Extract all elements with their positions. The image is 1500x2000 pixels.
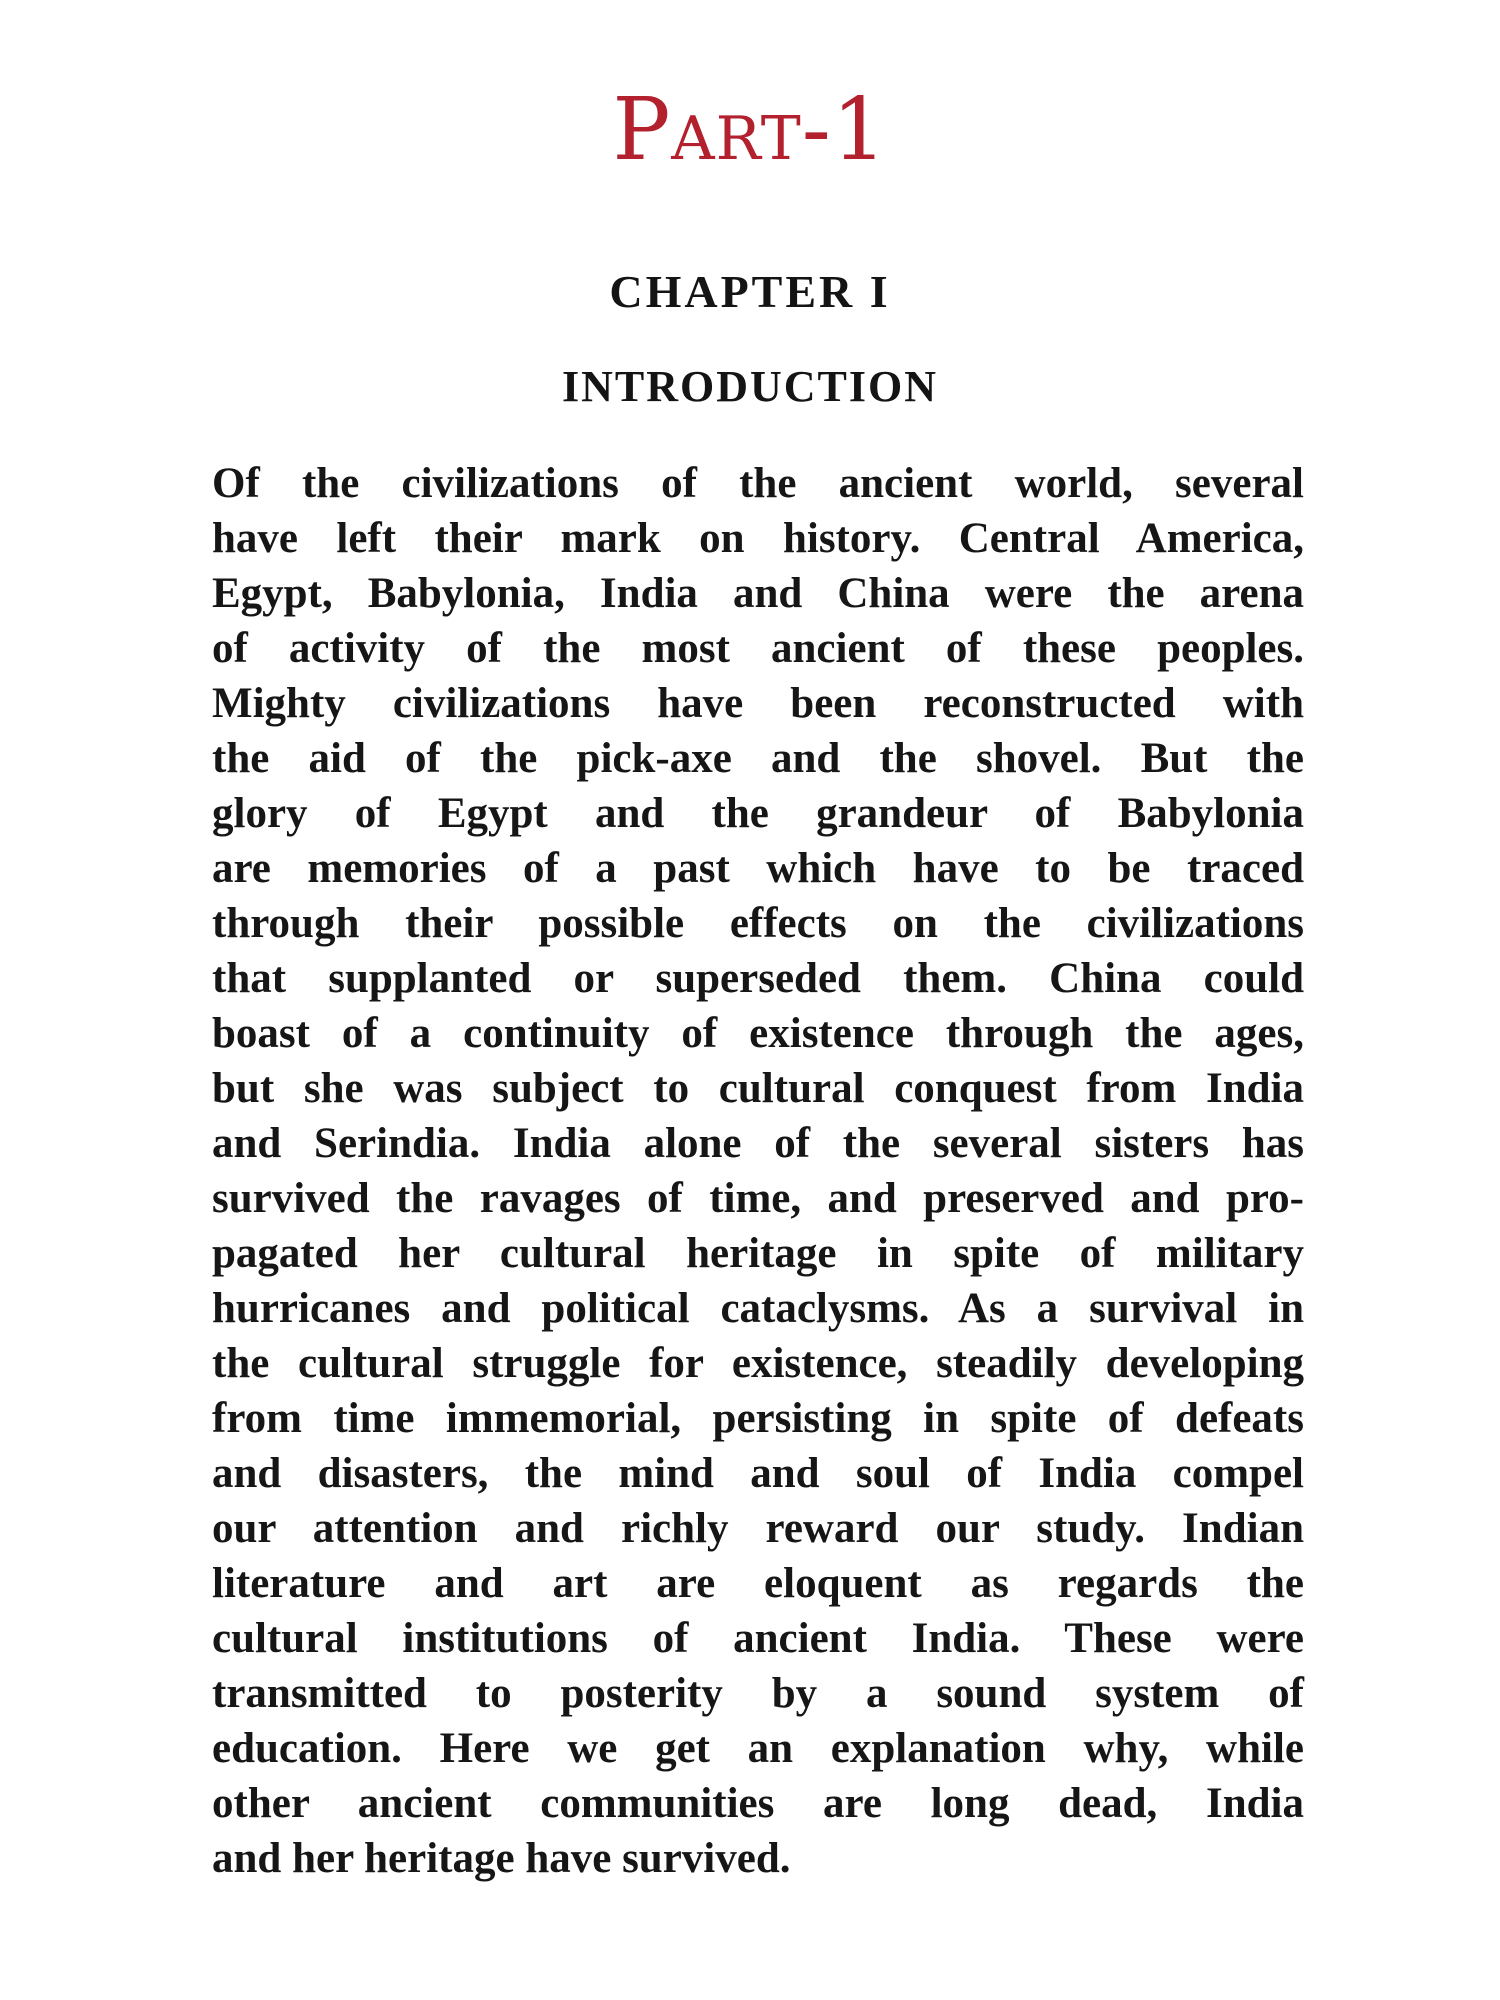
paragraph-line: from time immemorial, persisting in spite of defeats <box>212 1395 1304 1442</box>
paragraph-line: through their possible effects on the civilizations <box>212 900 1304 947</box>
paragraph-line: survived the ravages of time, and preserved and pro- <box>212 1175 1304 1222</box>
paragraph-line: that supplanted or superseded them. China could <box>212 955 1304 1002</box>
paragraph-line: are memories of a past which have to be traced <box>212 845 1304 892</box>
paragraph-line: Egypt, Babylonia, India and China were the arena <box>212 570 1304 617</box>
paragraph-line: Mighty civilizations have been reconstructed with <box>212 680 1304 727</box>
paragraph-line: pagated her cultural heritage in spite of military <box>212 1230 1304 1277</box>
paragraph-line: hurricanes and political cataclysms. As a survival in <box>212 1285 1304 1332</box>
paragraph-line: of activity of the most ancient of these peoples. <box>212 625 1304 672</box>
paragraph-line: literature and art are eloquent as regards the <box>212 1560 1304 1607</box>
paragraph-line: transmitted to posterity by a sound system of <box>212 1670 1304 1717</box>
paragraph-line: cultural institutions of ancient India. These were <box>212 1615 1304 1662</box>
section-heading: INTRODUCTION <box>561 362 939 411</box>
chapter-heading: CHAPTER I <box>609 266 891 317</box>
paragraph-line: the aid of the pick-axe and the shovel. But the <box>212 735 1304 782</box>
paragraph-line: our attention and richly reward our study. Indian <box>212 1505 1304 1552</box>
paragraph-line: glory of Egypt and the grandeur of Babylonia <box>212 790 1304 837</box>
paragraph-line: and Serindia. India alone of the several sisters has <box>212 1120 1304 1167</box>
part-title: Part-1 <box>612 80 888 180</box>
paragraph-line: boast of a continuity of existence through the ages, <box>212 1010 1304 1057</box>
paragraph-line: but she was subject to cultural conquest from India <box>212 1065 1304 1112</box>
paragraph-line: have left their mark on history. Central America, <box>212 515 1304 562</box>
paragraph-line: Of the civilizations of the ancient world, several <box>212 460 1304 507</box>
paragraph-line: the cultural struggle for existence, steadily developing <box>212 1340 1304 1387</box>
paragraph-line: and disasters, the mind and soul of India compel <box>212 1450 1304 1497</box>
paragraph-line: and her heritage have survived. <box>212 1835 791 1882</box>
body-paragraph <box>212 456 1304 1886</box>
paragraph-line: education. Here we get an explanation why, while <box>212 1725 1304 1772</box>
paragraph-line: other ancient communities are long dead, India <box>212 1780 1304 1827</box>
